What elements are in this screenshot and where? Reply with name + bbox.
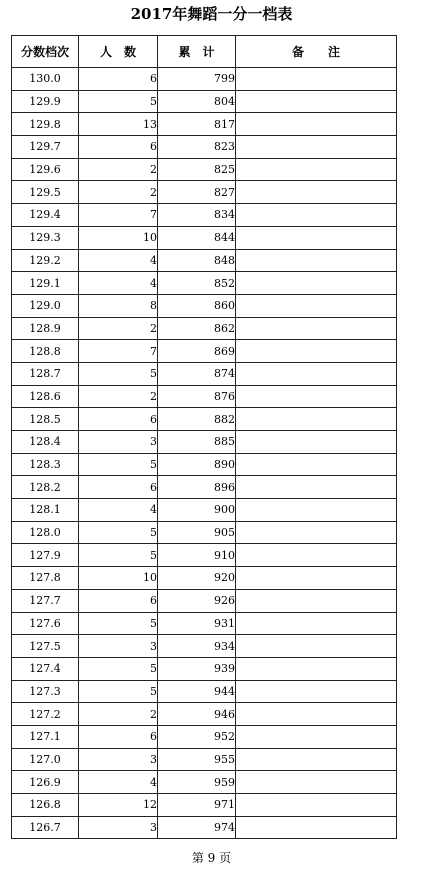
score-cell: 127.0 <box>12 748 79 771</box>
remarks-cell <box>236 657 397 680</box>
score-cell: 129.7 <box>12 136 79 159</box>
score-cell: 128.2 <box>12 476 79 499</box>
remarks-cell <box>236 272 397 295</box>
cumulative-cell: 926 <box>158 589 236 612</box>
count-cell: 4 <box>79 771 158 794</box>
table-row <box>12 385 397 408</box>
count-cell: 6 <box>79 589 158 612</box>
remarks-cell <box>236 340 397 363</box>
count-cell: 2 <box>79 317 158 340</box>
remarks-cell <box>236 544 397 567</box>
remarks-cell <box>236 567 397 590</box>
table-body <box>12 68 397 839</box>
cumulative-cell: 876 <box>158 385 236 408</box>
count-cell: 4 <box>79 272 158 295</box>
table-row <box>12 794 397 817</box>
cumulative-cell: 934 <box>158 635 236 658</box>
score-cell: 129.1 <box>12 272 79 295</box>
count-cell: 12 <box>79 794 158 817</box>
remarks-cell <box>236 204 397 227</box>
score-cell: 126.8 <box>12 794 79 817</box>
remarks-cell <box>236 794 397 817</box>
remarks-cell <box>236 680 397 703</box>
count-cell: 7 <box>79 340 158 363</box>
score-cell: 127.1 <box>12 725 79 748</box>
cumulative-cell: 920 <box>158 567 236 590</box>
table-row <box>12 113 397 136</box>
count-cell: 5 <box>79 521 158 544</box>
remarks-cell <box>236 90 397 113</box>
table-row <box>12 408 397 431</box>
count-cell: 5 <box>79 362 158 385</box>
remarks-cell <box>236 249 397 272</box>
cumulative-cell: 804 <box>158 90 236 113</box>
table-row <box>12 340 397 363</box>
header-count: 人 数 <box>79 36 158 68</box>
cumulative-cell: 971 <box>158 794 236 817</box>
count-cell: 3 <box>79 635 158 658</box>
score-cell: 128.1 <box>12 499 79 522</box>
count-cell: 4 <box>79 499 158 522</box>
score-cell: 126.7 <box>12 816 79 839</box>
cumulative-cell: 860 <box>158 294 236 317</box>
cumulative-cell: 955 <box>158 748 236 771</box>
table-row <box>12 317 397 340</box>
cumulative-cell: 862 <box>158 317 236 340</box>
cumulative-cell: 882 <box>158 408 236 431</box>
score-cell: 127.4 <box>12 657 79 680</box>
table-row <box>12 771 397 794</box>
table-row <box>12 136 397 159</box>
score-distribution-table <box>11 35 397 839</box>
cumulative-cell: 896 <box>158 476 236 499</box>
count-cell: 6 <box>79 476 158 499</box>
table-row <box>12 453 397 476</box>
remarks-cell <box>236 453 397 476</box>
table-row <box>12 204 397 227</box>
remarks-cell <box>236 521 397 544</box>
cumulative-cell: 844 <box>158 226 236 249</box>
count-cell: 3 <box>79 816 158 839</box>
score-cell: 129.4 <box>12 204 79 227</box>
score-cell: 128.7 <box>12 362 79 385</box>
score-cell: 129.5 <box>12 181 79 204</box>
page-title: 2017年舞蹈一分一档表 <box>130 5 293 23</box>
remarks-cell <box>236 816 397 839</box>
score-cell: 129.9 <box>12 90 79 113</box>
score-cell: 128.4 <box>12 431 79 454</box>
score-cell: 128.9 <box>12 317 79 340</box>
count-cell: 6 <box>79 725 158 748</box>
table-row <box>12 181 397 204</box>
score-cell: 129.2 <box>12 249 79 272</box>
remarks-cell <box>236 748 397 771</box>
count-cell: 2 <box>79 158 158 181</box>
table-row <box>12 476 397 499</box>
remarks-cell <box>236 476 397 499</box>
table-row <box>12 431 397 454</box>
count-cell: 5 <box>79 544 158 567</box>
count-cell: 5 <box>79 453 158 476</box>
remarks-cell <box>236 294 397 317</box>
score-cell: 128.5 <box>12 408 79 431</box>
score-cell: 127.6 <box>12 612 79 635</box>
count-cell: 2 <box>79 703 158 726</box>
count-cell: 2 <box>79 385 158 408</box>
remarks-cell <box>236 181 397 204</box>
cumulative-cell: 905 <box>158 521 236 544</box>
count-cell: 6 <box>79 136 158 159</box>
count-cell: 13 <box>79 113 158 136</box>
remarks-cell <box>236 385 397 408</box>
remarks-cell <box>236 725 397 748</box>
remarks-cell <box>236 499 397 522</box>
header-score: 分数档次 <box>12 36 79 68</box>
page-number: 第 9 页 <box>191 851 232 865</box>
score-cell: 127.3 <box>12 680 79 703</box>
count-cell: 7 <box>79 204 158 227</box>
table-row <box>12 499 397 522</box>
cumulative-cell: 952 <box>158 725 236 748</box>
table-row <box>12 90 397 113</box>
table-row <box>12 725 397 748</box>
count-cell: 10 <box>79 226 158 249</box>
cumulative-cell: 885 <box>158 431 236 454</box>
table-row <box>12 226 397 249</box>
score-cell: 129.0 <box>12 294 79 317</box>
table-row <box>12 68 397 91</box>
score-cell: 129.3 <box>12 226 79 249</box>
score-cell: 127.5 <box>12 635 79 658</box>
score-cell: 127.9 <box>12 544 79 567</box>
count-cell: 10 <box>79 567 158 590</box>
cumulative-cell: 931 <box>158 612 236 635</box>
cumulative-cell: 974 <box>158 816 236 839</box>
header-cumulative: 累 计 <box>158 36 236 68</box>
cumulative-cell: 825 <box>158 158 236 181</box>
table-row <box>12 589 397 612</box>
cumulative-cell: 890 <box>158 453 236 476</box>
cumulative-cell: 869 <box>158 340 236 363</box>
remarks-cell <box>236 408 397 431</box>
score-cell: 128.3 <box>12 453 79 476</box>
cumulative-cell: 827 <box>158 181 236 204</box>
cumulative-cell: 959 <box>158 771 236 794</box>
table-row <box>12 521 397 544</box>
header-remarks: 备 注 <box>236 36 397 68</box>
table-header-row <box>12 36 397 68</box>
table-row <box>12 272 397 295</box>
table-row <box>12 816 397 839</box>
score-cell: 127.2 <box>12 703 79 726</box>
table-row <box>12 567 397 590</box>
count-cell: 3 <box>79 748 158 771</box>
table-row <box>12 657 397 680</box>
table-row <box>12 294 397 317</box>
table-row <box>12 362 397 385</box>
count-cell: 5 <box>79 680 158 703</box>
count-cell: 4 <box>79 249 158 272</box>
remarks-cell <box>236 317 397 340</box>
cumulative-cell: 944 <box>158 680 236 703</box>
score-cell: 127.8 <box>12 567 79 590</box>
count-cell: 5 <box>79 657 158 680</box>
table-row <box>12 612 397 635</box>
count-cell: 5 <box>79 90 158 113</box>
remarks-cell <box>236 113 397 136</box>
cumulative-cell: 910 <box>158 544 236 567</box>
table-row <box>12 158 397 181</box>
remarks-cell <box>236 362 397 385</box>
remarks-cell <box>236 635 397 658</box>
remarks-cell <box>236 612 397 635</box>
table-row <box>12 544 397 567</box>
cumulative-cell: 946 <box>158 703 236 726</box>
count-cell: 2 <box>79 181 158 204</box>
score-cell: 127.7 <box>12 589 79 612</box>
cumulative-cell: 848 <box>158 249 236 272</box>
remarks-cell <box>236 703 397 726</box>
score-cell: 128.6 <box>12 385 79 408</box>
table-row <box>12 748 397 771</box>
count-cell: 6 <box>79 408 158 431</box>
remarks-cell <box>236 136 397 159</box>
cumulative-cell: 874 <box>158 362 236 385</box>
score-cell: 128.8 <box>12 340 79 363</box>
remarks-cell <box>236 589 397 612</box>
cumulative-cell: 823 <box>158 136 236 159</box>
cumulative-cell: 900 <box>158 499 236 522</box>
score-cell: 129.8 <box>12 113 79 136</box>
remarks-cell <box>236 68 397 91</box>
cumulative-cell: 939 <box>158 657 236 680</box>
remarks-cell <box>236 226 397 249</box>
score-cell: 126.9 <box>12 771 79 794</box>
remarks-cell <box>236 431 397 454</box>
remarks-cell <box>236 771 397 794</box>
score-cell: 130.0 <box>12 68 79 91</box>
count-cell: 3 <box>79 431 158 454</box>
count-cell: 6 <box>79 68 158 91</box>
score-cell: 129.6 <box>12 158 79 181</box>
table-row <box>12 680 397 703</box>
count-cell: 5 <box>79 612 158 635</box>
table-row <box>12 635 397 658</box>
cumulative-cell: 852 <box>158 272 236 295</box>
count-cell: 8 <box>79 294 158 317</box>
cumulative-cell: 834 <box>158 204 236 227</box>
score-cell: 128.0 <box>12 521 79 544</box>
table-row <box>12 249 397 272</box>
table-row <box>12 703 397 726</box>
cumulative-cell: 799 <box>158 68 236 91</box>
cumulative-cell: 817 <box>158 113 236 136</box>
remarks-cell <box>236 158 397 181</box>
